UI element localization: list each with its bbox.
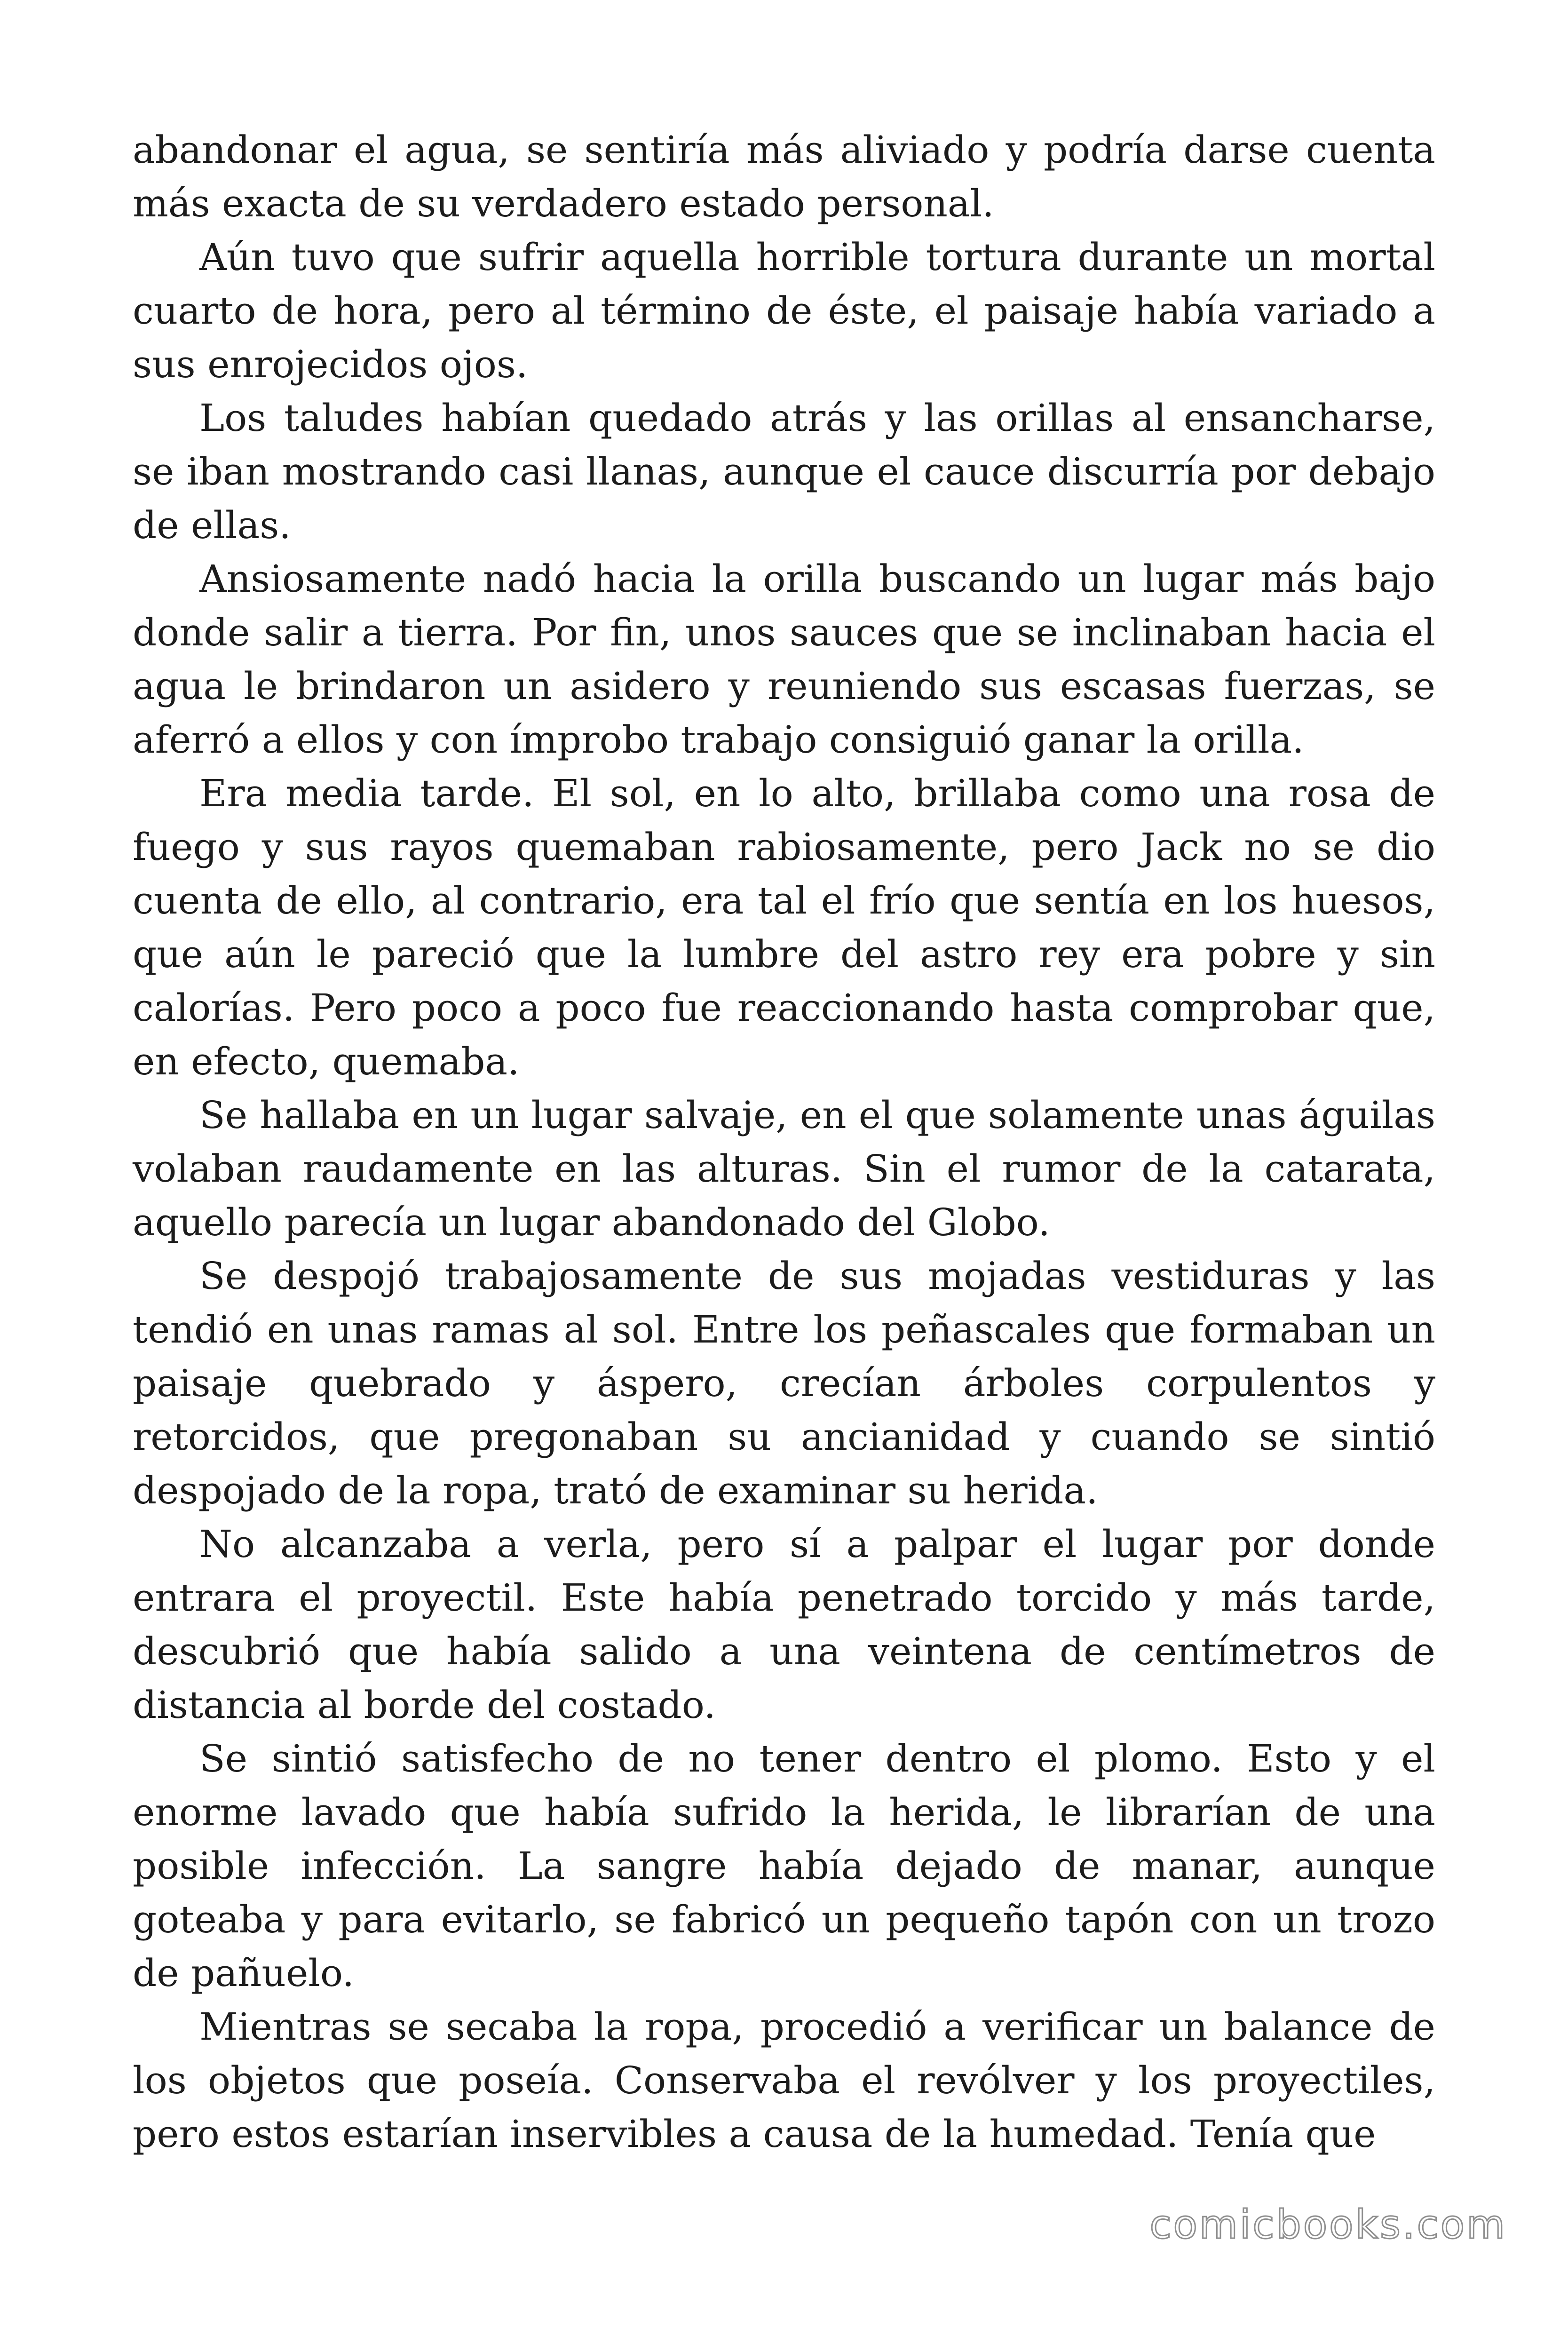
paragraph: Se despojó trabajosamente de sus mojadas vestiduras y las tendió en unas ramas al sol. Entre los peñascales que formaban un paisaje quebrado y áspero, crecían árboles corpulentos y retorcidos, que pregonaban su ancianidad y cuando se sintió despojado de la ropa, trató de examinar su herida. (133, 1254, 1435, 1512)
paragraph: Los taludes habían quedado atrás y las orillas al ensancharse, se iban mostrando casi llanas, aunque el cauce discurría por debajo de ellas. (133, 396, 1435, 547)
paragraph: Se hallaba en un lugar salvaje, en el que solamente unas águilas volaban raudamente en las alturas. Sin el rumor de la catarata, aquello parecía un lugar abandonado del Globo. (133, 1093, 1435, 1244)
paragraph: abandonar el agua, se sentiría más aliviado y podría darse cuenta más exacta de su verdadero estado personal. (133, 128, 1435, 225)
paragraph: Era media tarde. El sol, en lo alto, brillaba como una rosa de fuego y sus rayos quemaban rabiosamente, pero Jack no se dio cuenta de ello, al contrario, era tal el frío que sentía en los huesos, que aún le pareció que la lumbre del astro rey era pobre y sin calorías. Pero poco a poco fue reaccionando hasta comprobar que, en efecto, quemaba. (133, 771, 1435, 1083)
body-text (133, 123, 1435, 2161)
paragraph: No alcanzaba a verla, pero sí a palpar el lugar por donde entrara el proyectil. Este había penetrado torcido y más tarde, descubrió que había salido a una veintena de centímetros de distancia al borde del costado. (133, 1522, 1435, 1727)
paragraph: Aún tuvo que sufrir aquella horrible tortura durante un mortal cuarto de hora, pero al término de éste, el paisaje había variado a sus enrojecidos ojos. (133, 235, 1435, 386)
paragraph: Mientras se secaba la ropa, procedió a verificar un balance de los objetos que poseía. Conservaba el revólver y los proyectiles, pero estos estarían inservibles a causa de la humedad. Tenía que (133, 2005, 1435, 2156)
paragraph: Ansiosamente nadó hacia la orilla buscando un lugar más bajo donde salir a tierra. Por fin, unos sauces que se inclinaban hacia el agua le brindaron un asidero y reuniendo sus escasas fuerzas, se aferró a ellos y con ímprobo trabajo consiguió ganar la orilla. (133, 557, 1435, 762)
paragraph: Se sintió satisfecho de no tener dentro el plomo. Esto y el enorme lavado que había sufrido la herida, le librarían de una posible infección. La sangre había dejado de manar, aunque goteaba y para evitarlo, se fabricó un pequeño tapón con un trozo de pañuelo. (133, 1737, 1435, 1995)
watermark-logo: comicbooks.com (1149, 2201, 1507, 2248)
